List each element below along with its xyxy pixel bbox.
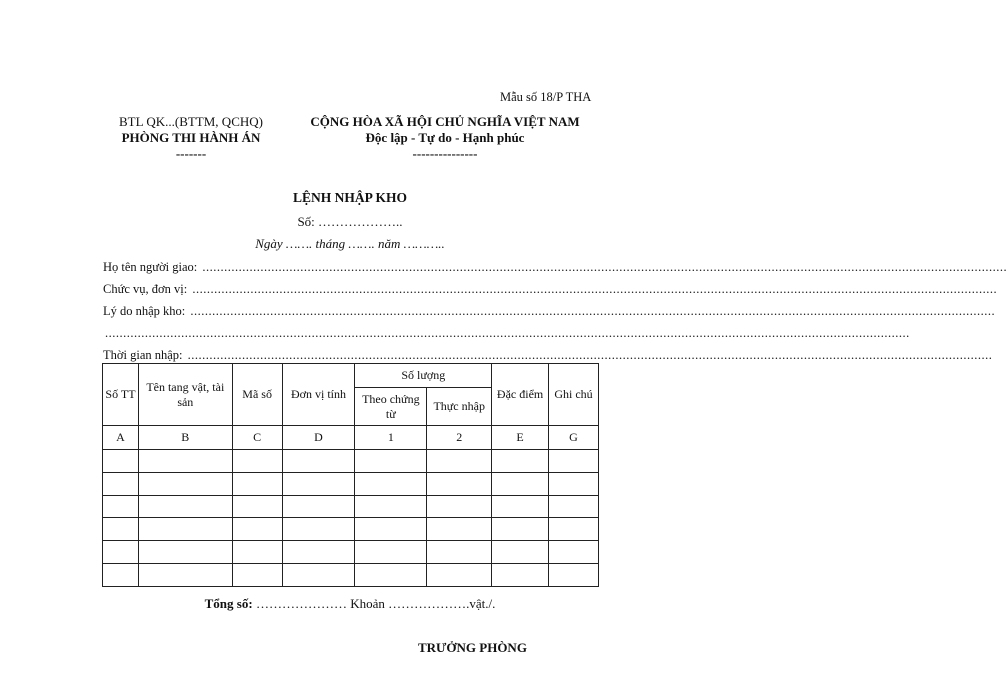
table-row[interactable]	[103, 563, 599, 586]
table-row[interactable]	[103, 541, 599, 564]
header-note: Ghi chú	[549, 364, 599, 426]
organization-underline: -------	[175, 146, 207, 161]
header-stt: Số TT	[103, 364, 139, 426]
field-reason-continued[interactable]	[103, 326, 910, 341]
motto: Độc lập - Tự do - Hạnh phúc	[365, 130, 525, 145]
field-label: Thời gian nhập:	[103, 348, 186, 362]
header-quantity: Số lượng	[355, 364, 492, 388]
national-underline: ---------------	[412, 146, 478, 161]
header-actual: Thực nhập	[427, 388, 492, 426]
column-code: 2	[427, 426, 492, 450]
column-code-row	[103, 426, 599, 450]
field-dots: ..............................................................................................................................................................................................................................	[202, 260, 1007, 274]
header-name: Tên tang vật, tài sản	[138, 364, 232, 426]
document-date: Ngày ……. tháng ……. năm ………..	[255, 236, 445, 251]
table-row[interactable]	[103, 450, 599, 473]
total-line	[0, 596, 700, 612]
field-label: Chức vụ, đơn vị:	[103, 282, 191, 296]
table-row[interactable]	[103, 495, 599, 518]
field-dots: ..............................................................................................................................................................................................................................	[187, 348, 993, 362]
table-row[interactable]	[103, 518, 599, 541]
column-code: D	[282, 426, 355, 450]
organization-header	[96, 114, 286, 162]
field-label: Họ tên người giao:	[103, 260, 201, 274]
field-time[interactable]	[103, 348, 993, 363]
table-row[interactable]	[103, 472, 599, 495]
total-label: Tổng số:	[204, 596, 253, 611]
column-code: E	[492, 426, 549, 450]
field-dots: ..............................................................................................................................................................................................................................	[190, 304, 996, 318]
organization-name: BTL QK...(BTTM, QCHQ)	[119, 114, 263, 129]
column-code: 1	[355, 426, 427, 450]
document-title: LỆNH NHẬP KHO	[292, 190, 407, 205]
signature-title: TRƯỞNG PHÒNG	[418, 640, 527, 655]
column-code: A	[103, 426, 139, 450]
department-name: PHÒNG THI HÀNH ÁN	[121, 130, 261, 145]
header-code: Mã số	[232, 364, 282, 426]
header-unit: Đơn vị tính	[282, 364, 355, 426]
field-reason[interactable]	[103, 304, 996, 319]
header-by-document: Theo chứng từ	[355, 388, 427, 426]
form-number: Mẫu số 18/P THA	[500, 90, 592, 104]
document-number: Số: ………………..	[297, 214, 403, 229]
field-dots: ..............................................................................................................................................................................................................................	[105, 326, 910, 340]
column-code: G	[549, 426, 599, 450]
field-label: Lý do nhập kho:	[103, 304, 189, 318]
header-feature: Đặc điểm	[492, 364, 549, 426]
column-code: B	[138, 426, 232, 450]
field-position-unit[interactable]	[103, 282, 998, 297]
field-deliverer[interactable]	[103, 260, 1007, 275]
field-dots: ..............................................................................................................................................................................................................................	[192, 282, 998, 296]
national-header	[295, 114, 595, 162]
goods-table	[102, 363, 599, 587]
total-text: ………………… Khoản ……………….vật./.	[252, 596, 496, 611]
column-code: C	[232, 426, 282, 450]
country-name: CỘNG HÒA XÃ HỘI CHỦ NGHĨA VIỆT NAM	[310, 114, 580, 129]
